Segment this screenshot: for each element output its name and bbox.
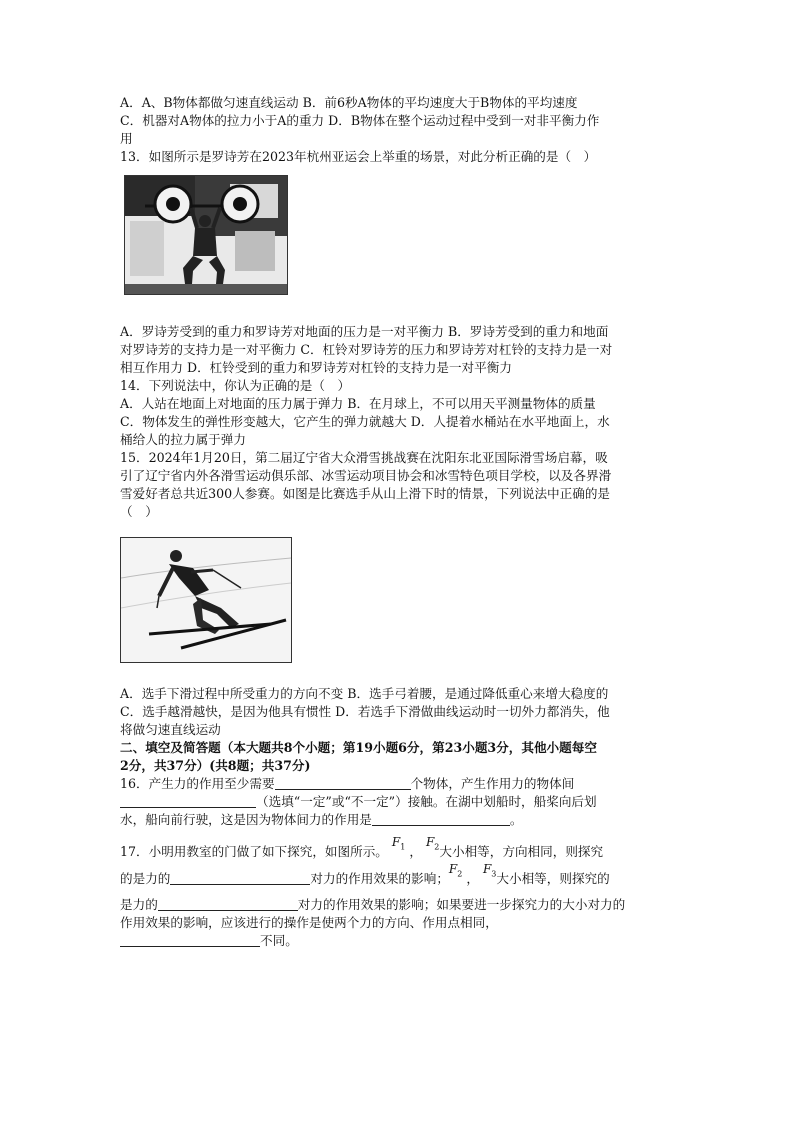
q17-text-1: 17．小明用教室的门做了如下探究，如图所示。 <box>120 844 388 859</box>
q16-line-3 <box>120 811 680 829</box>
f1-symbol: $F_1$ <box>391 835 406 852</box>
q16-text-5: 。 <box>509 812 523 827</box>
q17-line-1 <box>120 835 680 868</box>
q17-text-2: 大小相等，方向相同，则探究 <box>439 844 604 859</box>
q17-line-5 <box>120 932 680 950</box>
f2-symbol-second: $F_2$ <box>448 862 463 879</box>
q16-text-3: （选填“一定”或“不一定”）接触。在湖中划船时，船桨向后划 <box>256 794 597 809</box>
q17-sep-1: ， <box>409 844 422 859</box>
q16-blank-2[interactable] <box>120 794 256 808</box>
q15-stem-line-3: 雪爱好者总共近300人参赛。如图是比赛选手从山上滑下时的情景，下列说法中正确的是 <box>120 486 611 501</box>
section-2-heading-line-1: 二、填空及简答题（本大题共8个小题；第19小题6分，第23小题3分，其他小题每空 <box>120 740 597 755</box>
q13-stem: 13．如图所示是罗诗芳在2023年杭州亚运会上举重的场景，对此分析正确的是（ ） <box>120 149 597 164</box>
q17-text-7: 对力的作用效果的影响；如果要进一步探究力的大小对力的 <box>297 896 626 912</box>
q16-text-4: 水，船向前行驶，这是因为物体间力的作用是 <box>120 812 372 827</box>
q17-text-9: 不同。 <box>260 932 298 948</box>
q17-line-4: 作用效果的影响，应该进行的操作是使两个力的方向、作用点相同， <box>120 914 498 930</box>
q17-text-3: 的是力的 <box>120 871 171 887</box>
q13-options-line-2: 对罗诗芳的支持力是一对平衡力 C．杠铃对罗诗芳的压力和罗诗芳对杠铃的支持力是一对 <box>120 342 613 357</box>
q15-stem-line-1: 15．2024年1月20日，第二届辽宁省大众滑雪挑战赛在沈阳东北亚国际滑雪场启幕，吸 <box>120 450 608 465</box>
weightlifting-photo <box>124 175 288 295</box>
q15-options-line-2: C．选手越滑越快，是因为他具有惯性 D．若选手下滑做曲线运动时一切外力都消失，他 <box>120 704 610 719</box>
section-2-heading-line-2: 2分，共37分）(共8题；共37分) <box>120 758 311 773</box>
q13-options-line-3: 相互作用力 D．杠铃受到的重力和罗诗芳对杠铃的支持力是一对平衡力 <box>120 360 512 375</box>
q12-options-line-3: 用 <box>120 131 133 146</box>
skier-photo <box>120 537 292 663</box>
q17-sep-2: ， <box>466 871 479 887</box>
q16-line-1 <box>120 775 680 793</box>
q17-text-6: 是力的 <box>120 896 158 912</box>
q15-options-line-1: A．选手下滑过程中所受重力的方向不变 B．选手弓着腰，是通过降低重心来增大稳度的 <box>120 686 609 701</box>
q14-stem: 14．下列说法中，你认为正确的是（ ） <box>120 378 351 393</box>
q16-blank-3[interactable] <box>372 812 510 826</box>
q17-text-5: 大小相等，则探究的 <box>496 871 610 887</box>
q17-line-3 <box>120 896 680 914</box>
q14-options-line-3: 桶给人的拉力属于弹力 <box>120 432 246 447</box>
f3-symbol: $F_3$ <box>482 862 497 879</box>
q17-blank-1[interactable] <box>170 871 310 885</box>
q16-text-2: 个物体，产生作用力的物体间 <box>410 776 575 791</box>
q17-blank-2[interactable] <box>158 897 298 911</box>
q12-options-line-1: A．A、B物体都做匀速直线运动 B．前6秒A物体的平均速度大于B物体的平均速度 <box>120 95 578 110</box>
q15-stem-line-4: （ ） <box>120 504 158 519</box>
f2-symbol: $F_2$ <box>425 835 440 852</box>
q16-line-2 <box>120 793 680 811</box>
q14-options-line-1: A．人站在地面上对地面的压力属于弹力 B．在月球上，不可以用天平测量物体的质量 <box>120 396 596 411</box>
q16-text-1: 16．产生力的作用至少需要 <box>120 776 275 791</box>
q14-options-line-2: C．物体发生的弹性形变越大，它产生的弹力就越大 D．人提着水桶站在水平地面上，水 <box>120 414 610 429</box>
q17-text-4: 对力的作用效果的影响； <box>310 871 449 887</box>
q13-options-line-1: A．罗诗芳受到的重力和罗诗芳对地面的压力是一对平衡力 B．罗诗芳受到的重力和地面 <box>120 324 609 339</box>
exam-page <box>120 94 680 950</box>
q15-stem-line-2: 引了辽宁省内外各滑雪运动俱乐部、冰雪运动项目协会和冰雪特色项目学校，以及各界滑 <box>120 468 612 483</box>
q17-blank-3[interactable] <box>120 933 260 947</box>
q15-options-line-3: 将做匀速直线运动 <box>120 722 221 737</box>
q12-options-line-2: C．机器对A物体的拉力小于A的重力 D．B物体在整个运动过程中受到一对非平衡力作 <box>120 113 600 128</box>
q16-blank-1[interactable] <box>275 776 411 790</box>
q17-line-2 <box>120 862 680 895</box>
